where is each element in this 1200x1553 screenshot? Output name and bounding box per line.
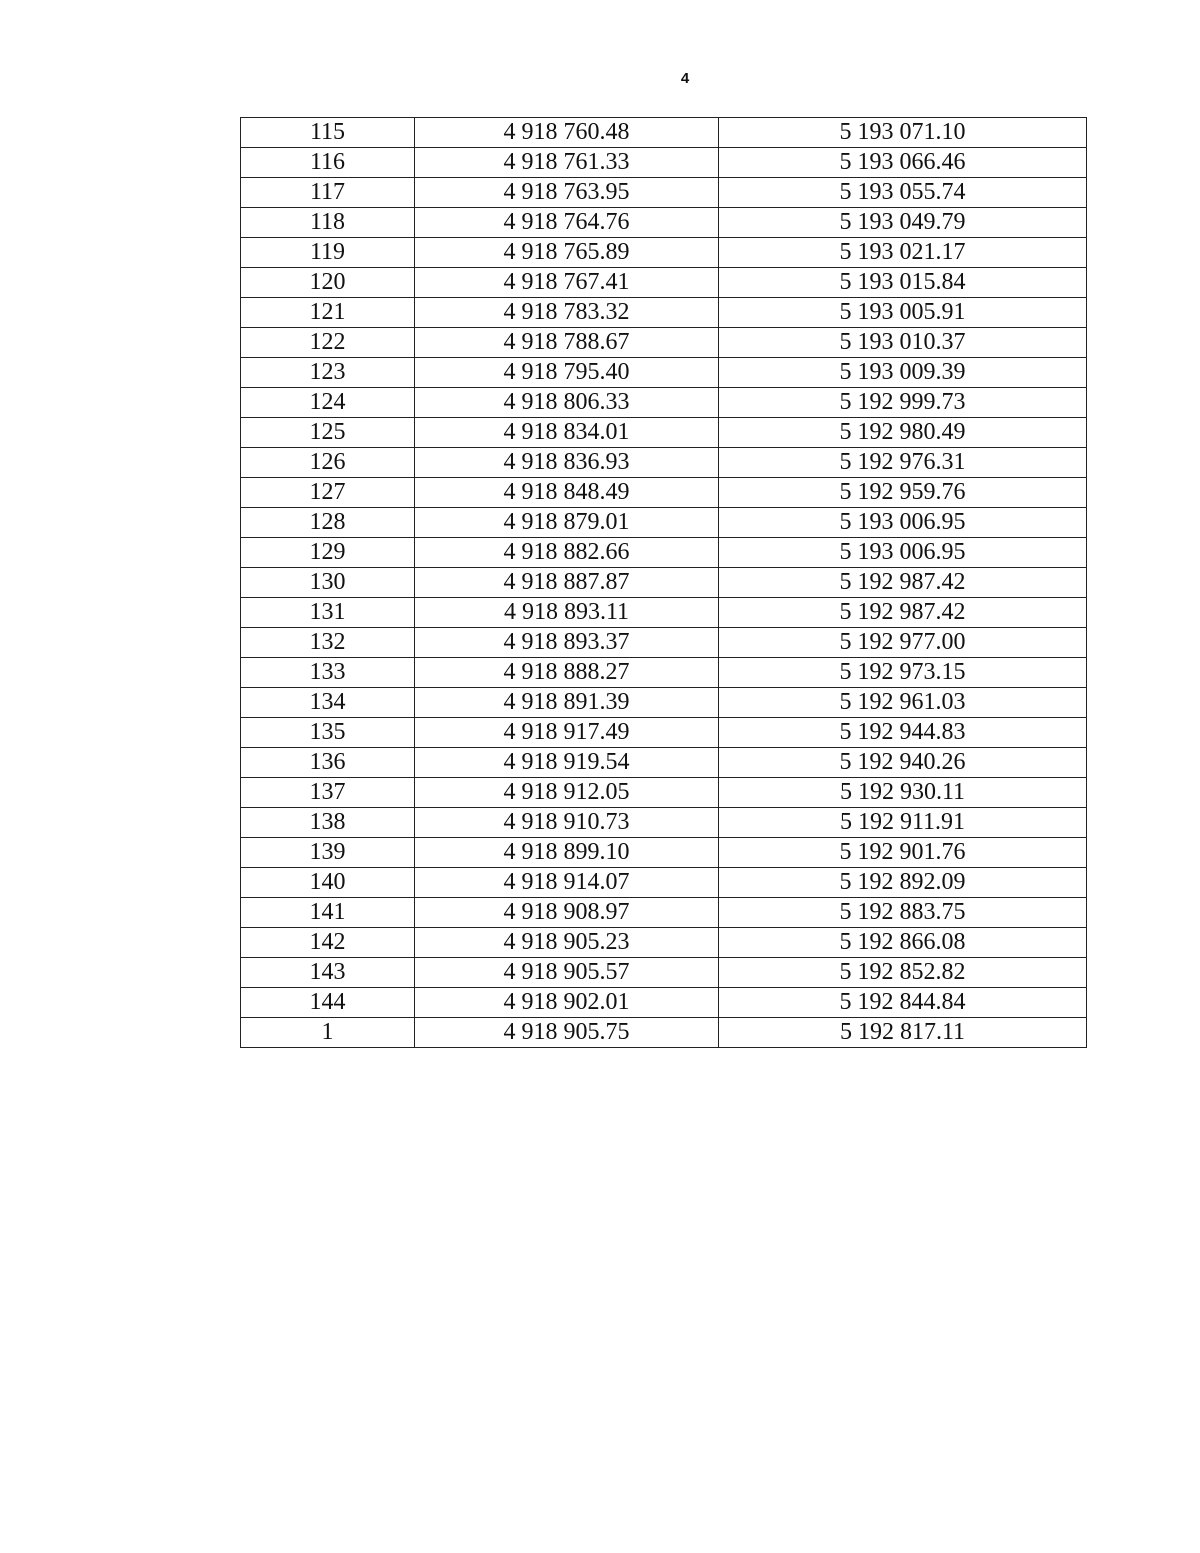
y-coordinate-cell: 5 193 021.17: [719, 238, 1087, 268]
point-number-cell: 131: [241, 598, 415, 628]
x-coordinate-cell: 4 918 767.41: [415, 268, 719, 298]
y-coordinate-cell: 5 192 980.49: [719, 418, 1087, 448]
table-row: [241, 148, 1087, 178]
y-coordinate-cell: 5 193 049.79: [719, 208, 1087, 238]
table-row: [241, 868, 1087, 898]
table-row: [241, 898, 1087, 928]
point-number-cell: 130: [241, 568, 415, 598]
point-number-cell: 144: [241, 988, 415, 1018]
x-coordinate-cell: 4 918 917.49: [415, 718, 719, 748]
table-row: [241, 988, 1087, 1018]
point-number-cell: 137: [241, 778, 415, 808]
y-coordinate-cell: 5 192 844.84: [719, 988, 1087, 1018]
y-coordinate-cell: 5 193 010.37: [719, 328, 1087, 358]
point-number-cell: 118: [241, 208, 415, 238]
point-number-cell: 138: [241, 808, 415, 838]
x-coordinate-cell: 4 918 763.95: [415, 178, 719, 208]
x-coordinate-cell: 4 918 848.49: [415, 478, 719, 508]
x-coordinate-cell: 4 918 912.05: [415, 778, 719, 808]
x-coordinate-cell: 4 918 836.93: [415, 448, 719, 478]
y-coordinate-cell: 5 193 015.84: [719, 268, 1087, 298]
table-row: [241, 688, 1087, 718]
point-number-cell: 133: [241, 658, 415, 688]
x-coordinate-cell: 4 918 806.33: [415, 388, 719, 418]
table-row: [241, 418, 1087, 448]
y-coordinate-cell: 5 192 987.42: [719, 598, 1087, 628]
table-row: [241, 718, 1087, 748]
y-coordinate-cell: 5 192 866.08: [719, 928, 1087, 958]
x-coordinate-cell: 4 918 795.40: [415, 358, 719, 388]
table-row: [241, 478, 1087, 508]
x-coordinate-cell: 4 918 919.54: [415, 748, 719, 778]
x-coordinate-cell: 4 918 908.97: [415, 898, 719, 928]
table-row: [241, 388, 1087, 418]
x-coordinate-cell: 4 918 902.01: [415, 988, 719, 1018]
point-number-cell: 119: [241, 238, 415, 268]
x-coordinate-cell: 4 918 764.76: [415, 208, 719, 238]
y-coordinate-cell: 5 192 901.76: [719, 838, 1087, 868]
point-number-cell: 134: [241, 688, 415, 718]
y-coordinate-cell: 5 192 852.82: [719, 958, 1087, 988]
y-coordinate-cell: 5 192 959.76: [719, 478, 1087, 508]
x-coordinate-cell: 4 918 783.32: [415, 298, 719, 328]
point-number-cell: 129: [241, 538, 415, 568]
table-row: [241, 118, 1087, 148]
point-number-cell: 117: [241, 178, 415, 208]
table-row: [241, 298, 1087, 328]
x-coordinate-cell: 4 918 788.67: [415, 328, 719, 358]
y-coordinate-cell: 5 192 944.83: [719, 718, 1087, 748]
x-coordinate-cell: 4 918 834.01: [415, 418, 719, 448]
point-number-cell: 141: [241, 898, 415, 928]
table-row: [241, 508, 1087, 538]
x-coordinate-cell: 4 918 905.57: [415, 958, 719, 988]
table-row: [241, 958, 1087, 988]
y-coordinate-cell: 5 193 055.74: [719, 178, 1087, 208]
point-number-cell: 143: [241, 958, 415, 988]
point-number-cell: 115: [241, 118, 415, 148]
point-number-cell: 142: [241, 928, 415, 958]
y-coordinate-cell: 5 193 006.95: [719, 538, 1087, 568]
x-coordinate-cell: 4 918 905.75: [415, 1018, 719, 1048]
x-coordinate-cell: 4 918 893.11: [415, 598, 719, 628]
point-number-cell: 140: [241, 868, 415, 898]
y-coordinate-cell: 5 192 911.91: [719, 808, 1087, 838]
point-number-cell: 116: [241, 148, 415, 178]
x-coordinate-cell: 4 918 765.89: [415, 238, 719, 268]
x-coordinate-cell: 4 918 887.87: [415, 568, 719, 598]
table-row: [241, 568, 1087, 598]
table-row: [241, 208, 1087, 238]
point-number-cell: 136: [241, 748, 415, 778]
point-number-cell: 135: [241, 718, 415, 748]
y-coordinate-cell: 5 192 817.11: [719, 1018, 1087, 1048]
point-number-cell: 139: [241, 838, 415, 868]
table-row: [241, 778, 1087, 808]
table-row: [241, 838, 1087, 868]
table-row: [241, 178, 1087, 208]
table-row: [241, 928, 1087, 958]
x-coordinate-cell: 4 918 893.37: [415, 628, 719, 658]
x-coordinate-cell: 4 918 891.39: [415, 688, 719, 718]
x-coordinate-cell: 4 918 879.01: [415, 508, 719, 538]
table-row: [241, 748, 1087, 778]
table-row: [241, 328, 1087, 358]
point-number-cell: 124: [241, 388, 415, 418]
point-number-cell: 121: [241, 298, 415, 328]
y-coordinate-cell: 5 193 006.95: [719, 508, 1087, 538]
x-coordinate-cell: 4 918 888.27: [415, 658, 719, 688]
table-row: [241, 1018, 1087, 1048]
y-coordinate-cell: 5 192 976.31: [719, 448, 1087, 478]
table-row: [241, 268, 1087, 298]
y-coordinate-cell: 5 192 883.75: [719, 898, 1087, 928]
table-row: [241, 808, 1087, 838]
point-number-cell: 125: [241, 418, 415, 448]
y-coordinate-cell: 5 192 940.26: [719, 748, 1087, 778]
y-coordinate-cell: 5 193 005.91: [719, 298, 1087, 328]
page-number: 4: [680, 70, 690, 87]
table-row: [241, 358, 1087, 388]
y-coordinate-cell: 5 192 892.09: [719, 868, 1087, 898]
point-number-cell: 1: [241, 1018, 415, 1048]
coordinates-table-body: [241, 118, 1087, 1048]
y-coordinate-cell: 5 192 961.03: [719, 688, 1087, 718]
x-coordinate-cell: 4 918 914.07: [415, 868, 719, 898]
point-number-cell: 132: [241, 628, 415, 658]
y-coordinate-cell: 5 192 987.42: [719, 568, 1087, 598]
x-coordinate-cell: 4 918 761.33: [415, 148, 719, 178]
y-coordinate-cell: 5 193 071.10: [719, 118, 1087, 148]
table-row: [241, 628, 1087, 658]
y-coordinate-cell: 5 193 009.39: [719, 358, 1087, 388]
x-coordinate-cell: 4 918 910.73: [415, 808, 719, 838]
y-coordinate-cell: 5 192 999.73: [719, 388, 1087, 418]
coordinates-table: [240, 117, 1087, 1048]
point-number-cell: 120: [241, 268, 415, 298]
point-number-cell: 127: [241, 478, 415, 508]
table-row: [241, 448, 1087, 478]
y-coordinate-cell: 5 192 973.15: [719, 658, 1087, 688]
table-row: [241, 538, 1087, 568]
x-coordinate-cell: 4 918 899.10: [415, 838, 719, 868]
table-row: [241, 238, 1087, 268]
x-coordinate-cell: 4 918 905.23: [415, 928, 719, 958]
table-row: [241, 598, 1087, 628]
point-number-cell: 123: [241, 358, 415, 388]
point-number-cell: 128: [241, 508, 415, 538]
y-coordinate-cell: 5 192 977.00: [719, 628, 1087, 658]
x-coordinate-cell: 4 918 760.48: [415, 118, 719, 148]
x-coordinate-cell: 4 918 882.66: [415, 538, 719, 568]
point-number-cell: 122: [241, 328, 415, 358]
y-coordinate-cell: 5 192 930.11: [719, 778, 1087, 808]
point-number-cell: 126: [241, 448, 415, 478]
y-coordinate-cell: 5 193 066.46: [719, 148, 1087, 178]
table-row: [241, 658, 1087, 688]
